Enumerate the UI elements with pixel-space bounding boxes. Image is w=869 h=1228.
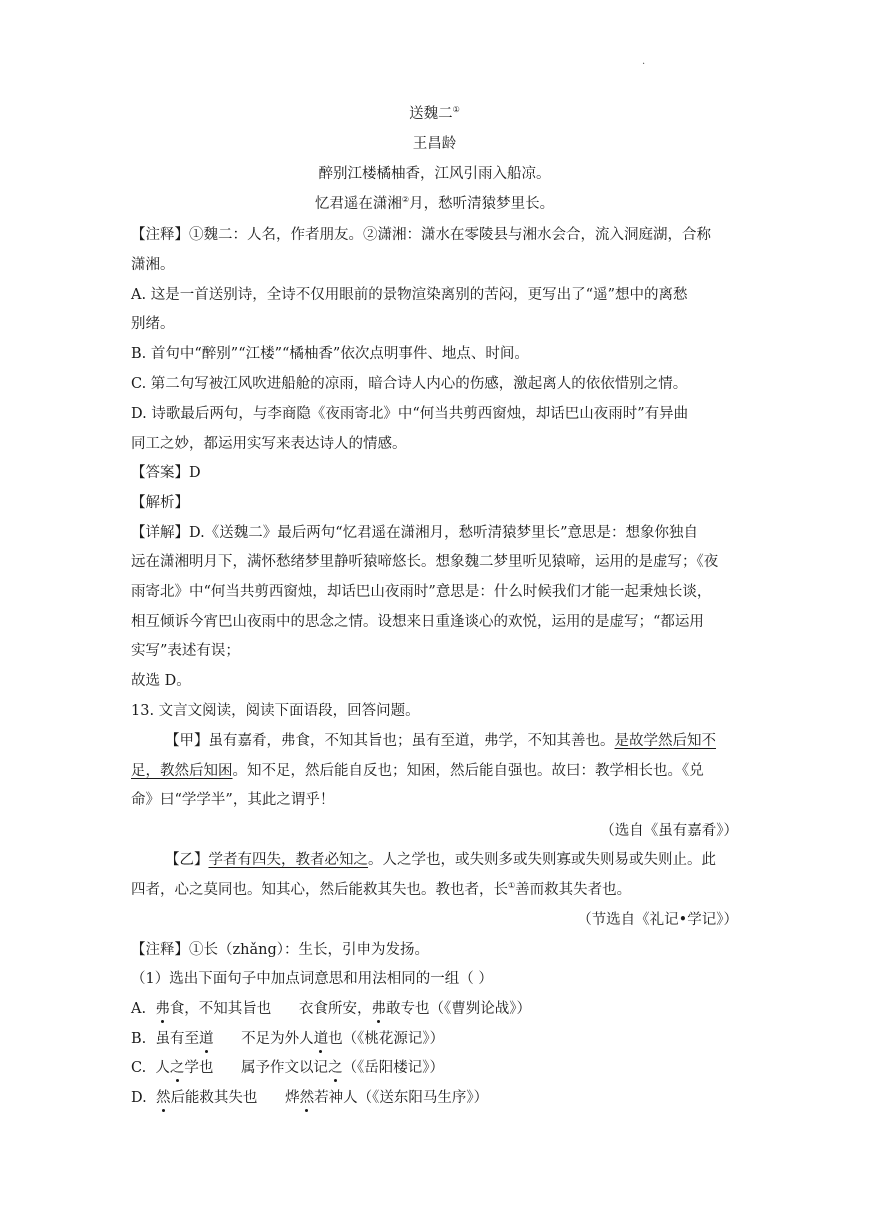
poem-author: 王昌龄	[412, 136, 457, 152]
option-b: B. 首句中“醉别”“江楼”“橘柚香”依次点明事件、地点、时间。	[131, 346, 529, 362]
passage-jia-line	[165, 731, 716, 751]
underlined-text: 是故学然后知不	[614, 733, 716, 749]
option-d-cont: 同工之妙，都运用实写来表达诗人的情感。	[131, 436, 407, 452]
answer: 【答案】D	[131, 465, 201, 481]
sub-question-1: （1）选出下面句子中加点词意思和用法相同的一组（ ）	[131, 971, 493, 987]
passage-text: 善而救其失者也。	[515, 882, 632, 898]
option-text: 若神人（《送东阳马生序》）	[314, 1090, 489, 1106]
dotted-word: 道	[198, 1031, 214, 1047]
passage-jia-line: 命》曰“学学半”，其此之谓乎！	[131, 792, 335, 808]
option-text: （《岳阳楼记》）	[342, 1060, 445, 1076]
passage-yi-line	[165, 850, 716, 870]
option-text: 后能救其失也 烨	[170, 1090, 300, 1106]
sub-option-a	[131, 999, 531, 1019]
passage-jia-line	[131, 761, 704, 781]
passage-text: 【甲】虽有嘉肴，弗食，不知其旨也；虽有至道，弗学，不知其善也。	[165, 733, 615, 749]
dotted-word: 弗	[371, 1001, 386, 1017]
option-a: A. 这是一首送别诗，全诗不仅用眼前的景物渲染离别的苦闷，更写出了“遥”想中的离愁	[131, 287, 688, 303]
notes-line: 潇湘。	[131, 257, 175, 273]
dotted-word: 道	[313, 1031, 329, 1047]
option-text: B. 虽有至	[131, 1031, 199, 1047]
passage-text: 。人之学也，或失则多或失则寡或失则易或失则止。此	[368, 852, 716, 868]
poem-line-2-part: 忆君遥在潇湘	[314, 196, 402, 212]
question-13-heading: 13. 文言文阅读，阅读下面语段，回答问题。	[131, 703, 420, 719]
option-text: 敢专也（《曹刿论战》）	[385, 1001, 531, 1017]
poem-footnote-2: ②	[401, 195, 410, 204]
detail-line: 实写”表述有误；	[131, 643, 240, 659]
option-text: 不足为外人	[213, 1031, 314, 1047]
passage-text: 四者，心之莫同也。知其心，然后能救其失也。教也者，长	[131, 882, 508, 898]
poem-title	[131, 104, 738, 124]
corner-mark: .	[642, 56, 646, 67]
poem-title-text: 送魏二	[409, 106, 453, 122]
footnote-marker: ①	[508, 881, 516, 890]
option-text: A.	[131, 1001, 156, 1017]
detail-line: 相互倾诉今宵巴山夜雨中的思念之情。设想来日重逢谈心的欢悦，运用的是虚写；“都运用	[131, 614, 704, 630]
option-text: 学也 属予作文以记	[184, 1060, 329, 1076]
passage-text: 【乙】	[165, 852, 209, 868]
option-text: 食，不知其旨也 衣食所安，	[169, 1001, 372, 1017]
sub-option-b	[131, 1029, 444, 1049]
poem-line-1: 醉别江楼橘柚香，江风引雨入船凉。	[318, 166, 551, 182]
detail-line: 远在潇湘明月下，满怀愁绪梦里静听猿啼悠长。想象魏二梦里听见猿啼，运用的是虚写；《夜	[131, 554, 719, 570]
option-d: D. 诗歌最后两句，与李商隐《夜雨寄北》中“何当共剪西窗烛，却话巴山夜雨时”有异曲	[131, 406, 689, 422]
option-text: 也（《桃花源记》）	[328, 1031, 445, 1047]
notes-line: 【注释】①长（zhǎng）：生长，引申为发扬。	[131, 942, 429, 958]
notes-line: 【注释】①魏二：人名，作者朋友。②潇湘：潇水在零陵县与湘水会合，流入洞庭湖，合称	[131, 227, 711, 243]
detail-line: 雨寄北》中“何当共剪西窗烛，却话巴山夜雨时”意思是：什么时候我们才能一起秉烛长谈，	[131, 584, 712, 600]
poem-line-2	[131, 194, 738, 214]
dotted-word: 然	[155, 1090, 171, 1106]
option-text: D.	[131, 1090, 156, 1106]
detail-line: 【详解】D.《送魏二》最后两句“忆君遥在潇湘月，愁听清猿梦里长”意思是：想象你独自	[131, 525, 699, 541]
dotted-word: 弗	[155, 1001, 170, 1017]
option-text: C. 人	[131, 1060, 170, 1076]
analysis-label: 【解析】	[131, 495, 189, 511]
underlined-text: 学者有四失，教者必知之	[208, 852, 368, 868]
sub-option-c	[131, 1058, 444, 1078]
poem-line-2-part: 月，愁听清猿梦里长。	[409, 196, 555, 212]
passage-yi-source: （节选自《礼记•学记》）	[577, 912, 738, 928]
dotted-word: 之	[328, 1060, 343, 1076]
passage-jia-source: （选自《虽有嘉肴》）	[600, 823, 738, 839]
dotted-word: 然	[299, 1090, 315, 1106]
sub-option-d	[131, 1088, 488, 1108]
poem-title-footnote: ①	[452, 105, 460, 114]
detail-line: 故选 D。	[131, 673, 191, 689]
dotted-word: 之	[169, 1060, 185, 1076]
option-c: C. 第二句写被江风吹进船舱的凉雨，暗合诗人内心的伤感，激起离人的依依惜别之情。	[131, 376, 688, 392]
option-a-cont: 别绪。	[131, 316, 175, 332]
passage-yi-line	[131, 880, 631, 900]
passage-text: 。知不足，然后能自反也；知困，然后能自强也。故曰：教学相长也。《兑	[232, 763, 704, 779]
underlined-text: 足，教然后知困	[131, 763, 233, 779]
